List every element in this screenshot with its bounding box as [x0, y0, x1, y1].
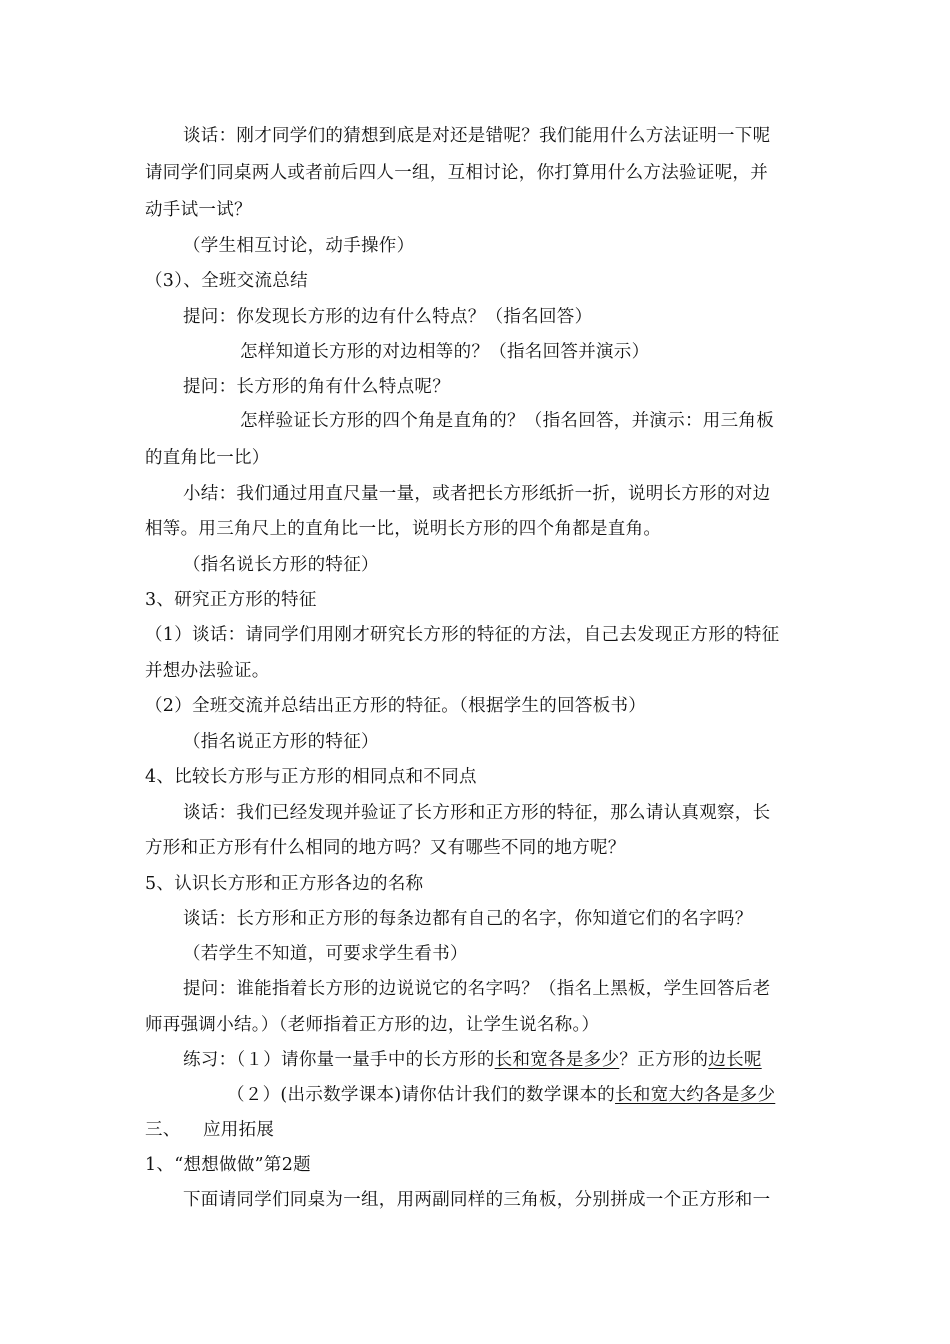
- text-line: 相等。用三角尺上的直角比一比，说明长方形的四个角都是直角。: [145, 519, 662, 539]
- text-line: 师再强调小结。）（老师指着正方形的边，让学生说名称。）: [145, 1015, 600, 1035]
- text-line: 请同学们同桌两人或者前后四人一组，互相讨论，你打算用什么方法验证呢，并: [145, 163, 768, 183]
- text-line: 提问：长方形的角有什么特点呢？: [183, 377, 450, 397]
- text-line: 谈话：刚才同学们的猜想到底是对还是错呢？我们能用什么方法证明一下呢: [183, 126, 771, 146]
- text-line: 5、认识长方形和正方形各边的名称: [145, 874, 424, 894]
- practice-line-2: [227, 1083, 775, 1107]
- text-line: 提问：你发现长方形的边有什么特点？（指名回答）: [183, 307, 593, 327]
- underlined-blank: 边长呢: [708, 1050, 762, 1070]
- text-line: （1）谈话：请同学们用刚才研究长方形的特征的方法，自己去发现正方形的特征: [145, 625, 780, 645]
- practice-prefix: （２）(出示数学课本)请你估计我们的数学课本的: [227, 1085, 616, 1105]
- practice-mid: ？正方形的: [619, 1050, 709, 1070]
- section-number: 三、: [145, 1120, 181, 1140]
- text-line: 小结：我们通过用直尺量一量，或者把长方形纸折一折，说明长方形的对边: [183, 484, 771, 504]
- section-title: 应用拓展: [203, 1120, 275, 1140]
- text-line: （3）、全班交流总结: [145, 271, 308, 291]
- text-line: 3、研究正方形的特征: [145, 590, 317, 610]
- underlined-blank: 长和宽大约各是多少: [615, 1085, 776, 1105]
- text-line: （指名说正方形的特征）: [183, 732, 379, 752]
- text-line: 并想办法验证。: [145, 661, 270, 681]
- text-line: 的直角比一比）: [145, 448, 270, 468]
- text-line: 1、“想想做做”第2题: [145, 1155, 311, 1175]
- text-line: 动手试一试？: [145, 200, 252, 220]
- text-line: 下面请同学们同桌为一组，用两副同样的三角板，分别拼成一个正方形和一: [183, 1190, 771, 1210]
- text-line: （若学生不知道，可要求学生看书）: [183, 944, 468, 964]
- text-line: 怎样验证长方形的四个角是直角的？（指名回答，并演示：用三角板: [240, 411, 774, 431]
- practice-prefix: 练习：（１）请你量一量手中的长方形的: [183, 1050, 495, 1070]
- text-line: 怎样知道长方形的对边相等的？（指名回答并演示）: [240, 342, 650, 362]
- text-line: 方形和正方形有什么相同的地方吗？又有哪些不同的地方呢？: [145, 838, 626, 858]
- text-line: （2）全班交流并总结出正方形的特征。（根据学生的回答板书）: [145, 696, 647, 716]
- practice-line-1: [183, 1048, 762, 1072]
- text-line: 谈话：我们已经发现并验证了长方形和正方形的特征，那么请认真观察，长: [183, 803, 771, 823]
- text-line: 谈话：长方形和正方形的每条边都有自己的名字，你知道它们的名字吗？: [183, 909, 753, 929]
- text-line: 提问：谁能指着长方形的边说说它的名字吗？（指名上黑板，学生回答后老: [183, 979, 771, 999]
- underlined-blank: 长和宽各是多少: [494, 1050, 620, 1070]
- text-line: （学生相互讨论，动手操作）: [183, 236, 415, 256]
- text-line: 4、比较长方形与正方形的相同点和不同点: [145, 767, 477, 787]
- text-line: （指名说长方形的特征）: [183, 555, 379, 575]
